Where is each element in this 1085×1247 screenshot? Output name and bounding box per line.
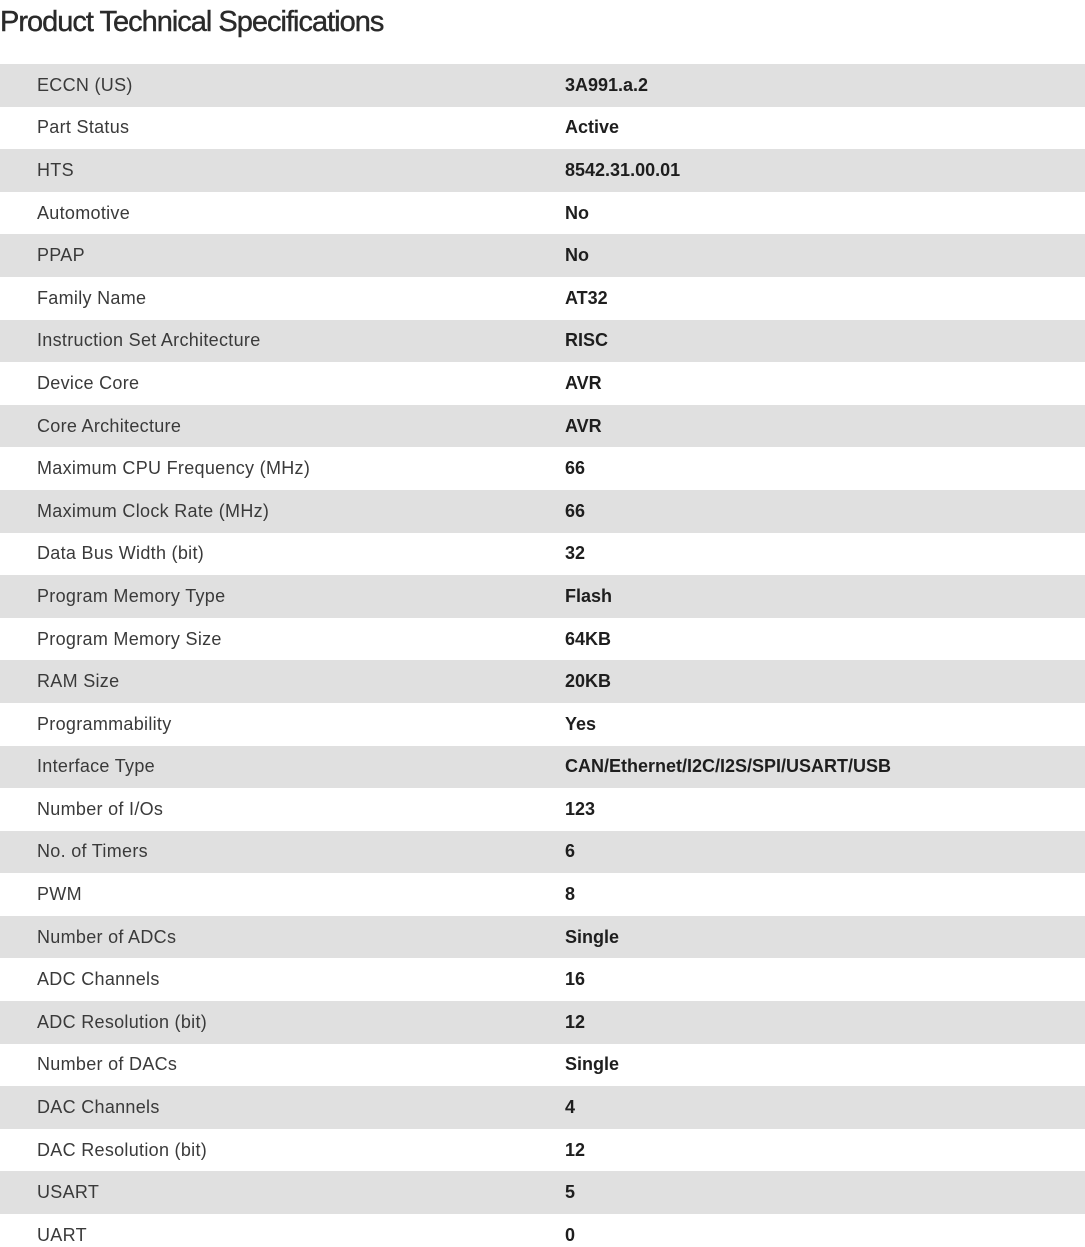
spec-label: ADC Channels (37, 969, 160, 990)
spec-label: Family Name (37, 287, 147, 308)
spec-label: Device Core (37, 372, 140, 393)
spec-value: 4 (565, 1097, 576, 1118)
table-row (0, 1086, 1085, 1129)
table-row (0, 1129, 1085, 1172)
spec-value: CAN/Ethernet/I2C/I2S/SPI/USART/USB (565, 756, 892, 777)
table-row (0, 916, 1085, 959)
spec-value: Yes (565, 713, 597, 734)
spec-label: Part Status (37, 117, 130, 138)
spec-value: Active (565, 117, 620, 138)
spec-label: HTS (37, 159, 74, 180)
spec-value: No (565, 202, 589, 223)
spec-label: Instruction Set Architecture (37, 330, 261, 351)
spec-value: 0 (565, 1224, 576, 1245)
spec-label: Number of I/Os (37, 798, 164, 819)
spec-value: 8 (565, 884, 576, 905)
spec-label: RAM Size (37, 671, 120, 692)
table-row (0, 234, 1085, 277)
spec-label: Programmability (37, 713, 172, 734)
table-row (0, 447, 1085, 490)
spec-value: AVR (565, 415, 602, 436)
spec-label: DAC Resolution (bit) (37, 1139, 208, 1160)
table-row (0, 362, 1085, 405)
table-row (0, 149, 1085, 192)
table-row (0, 107, 1085, 150)
table-row (0, 277, 1085, 320)
table-row (0, 320, 1085, 363)
table-row (0, 746, 1085, 789)
spec-value: 12 (565, 1139, 586, 1160)
table-row (0, 618, 1085, 661)
spec-label: ADC Resolution (bit) (37, 1011, 208, 1032)
table-row (0, 873, 1085, 916)
table-row (0, 703, 1085, 746)
spec-label: USART (37, 1182, 100, 1203)
table-row (0, 533, 1085, 576)
spec-label: Automotive (37, 202, 131, 223)
spec-value: 66 (565, 500, 586, 521)
spec-value: AVR (565, 372, 602, 393)
table-row (0, 1214, 1085, 1247)
spec-label: Maximum Clock Rate (MHz) (37, 500, 270, 521)
spec-label: No. of Timers (37, 841, 148, 862)
spec-value: 123 (565, 798, 596, 819)
table-row (0, 64, 1085, 107)
spec-label: Maximum CPU Frequency (MHz) (37, 458, 311, 479)
table-row (0, 958, 1085, 1001)
spec-label: PWM (37, 884, 82, 905)
table-row (0, 1001, 1085, 1044)
spec-value: 8542.31.00.01 (565, 159, 681, 180)
spec-label: PPAP (37, 245, 85, 266)
spec-label: Data Bus Width (bit) (37, 543, 205, 564)
spec-table (0, 64, 1085, 1247)
spec-label: Core Architecture (37, 415, 182, 436)
spec-label: Number of ADCs (37, 926, 177, 947)
spec-value: 20KB (565, 671, 612, 692)
spec-label: Program Memory Type (37, 585, 226, 606)
spec-value: 66 (565, 458, 586, 479)
table-row (0, 1171, 1085, 1214)
spec-value: 3A991.a.2 (565, 74, 649, 95)
table-row (0, 192, 1085, 235)
spec-value: Flash (565, 585, 613, 606)
table-row (0, 490, 1085, 533)
spec-value: 12 (565, 1011, 586, 1032)
spec-label: UART (37, 1224, 87, 1245)
spec-value: Single (565, 1054, 620, 1075)
spec-value: 64KB (565, 628, 612, 649)
spec-value: No (565, 245, 589, 266)
spec-label: Program Memory Size (37, 628, 222, 649)
spec-value: 5 (565, 1182, 576, 1203)
spec-label: Number of DACs (37, 1054, 178, 1075)
spec-value: 32 (565, 543, 586, 564)
table-row (0, 575, 1085, 618)
spec-label: Interface Type (37, 756, 155, 777)
spec-table-body (0, 64, 1085, 1247)
spec-value: 16 (565, 969, 586, 990)
spec-value: Single (565, 926, 620, 947)
page-title: Product Technical Specifications (0, 6, 384, 38)
table-row (0, 831, 1085, 874)
spec-value: AT32 (565, 287, 608, 308)
spec-value: RISC (565, 330, 609, 351)
spec-label: DAC Channels (37, 1097, 160, 1118)
table-row (0, 660, 1085, 703)
table-row (0, 405, 1085, 448)
table-row (0, 788, 1085, 831)
table-row (0, 1044, 1085, 1087)
spec-label: ECCN (US) (37, 74, 133, 95)
spec-value: 6 (565, 841, 576, 862)
